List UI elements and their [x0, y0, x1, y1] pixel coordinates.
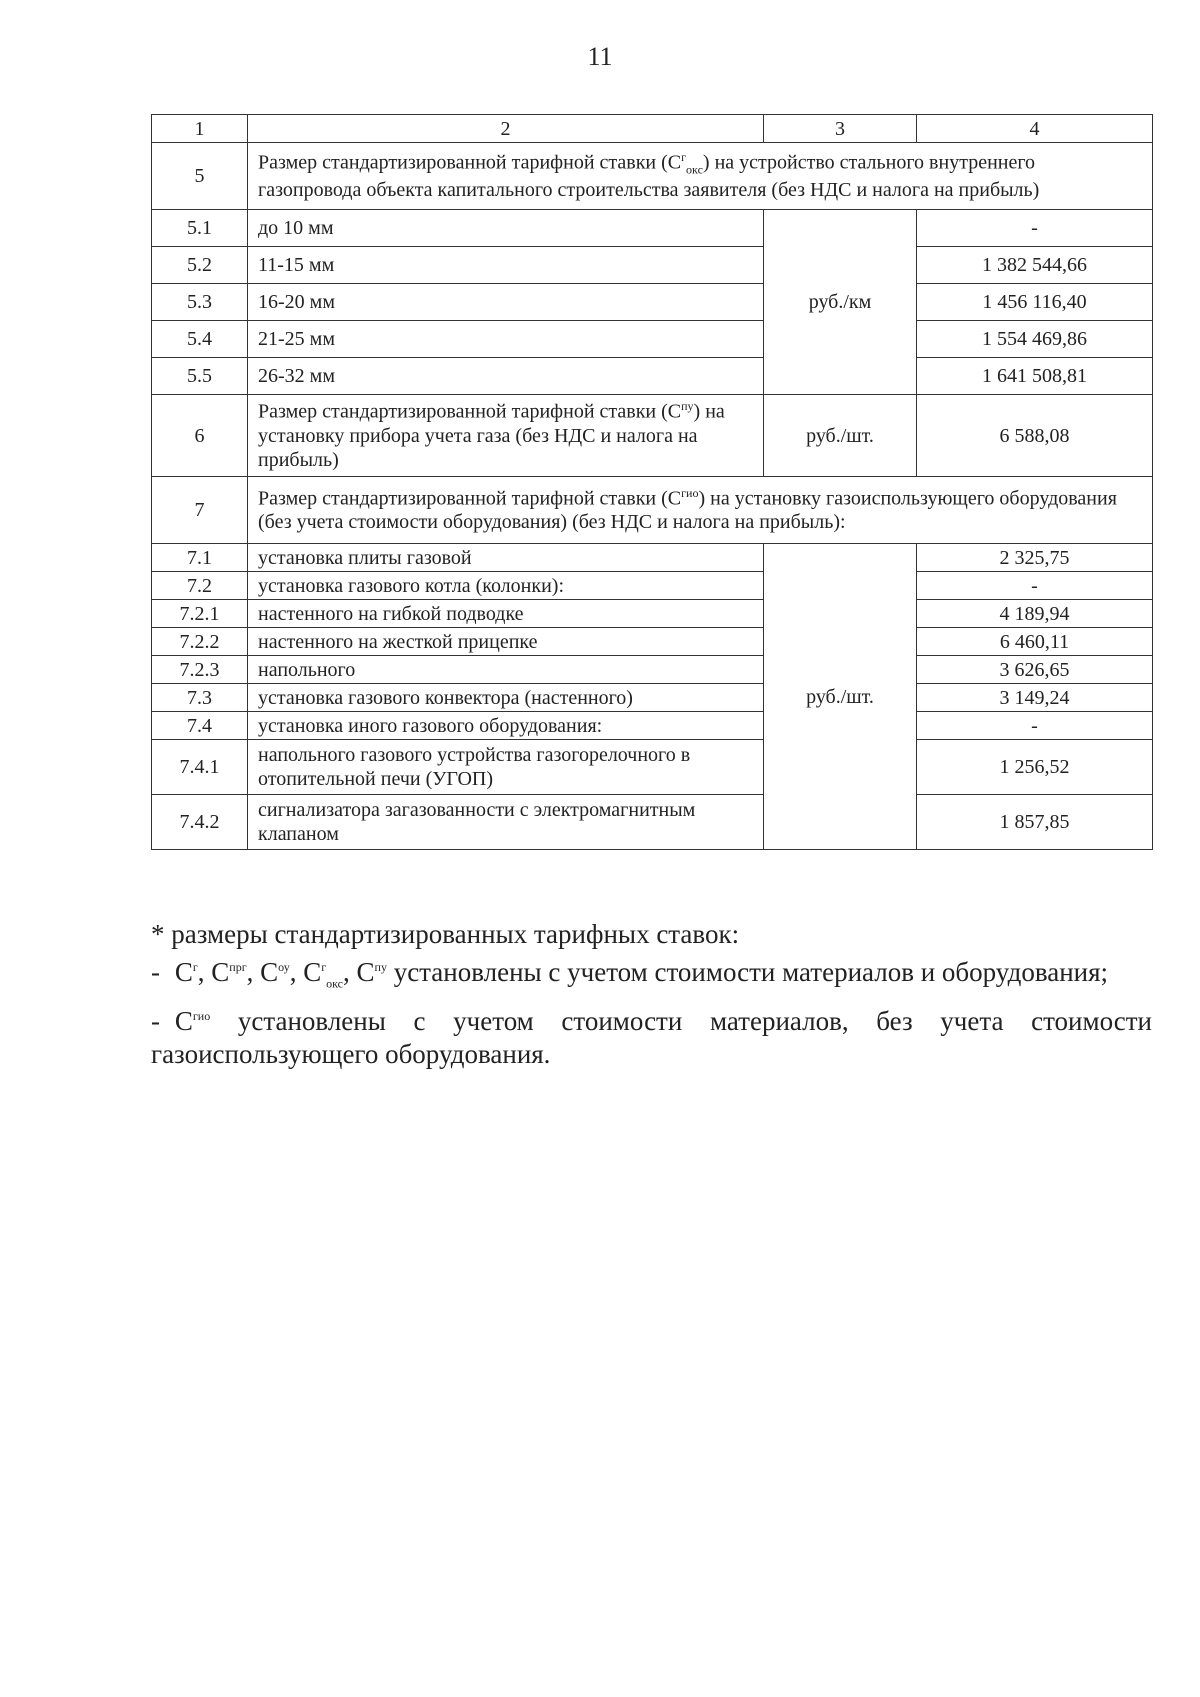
row-number: 5.2: [152, 247, 248, 284]
row-value: 3 149,24: [917, 684, 1153, 712]
row-value: 4 189,94: [917, 600, 1153, 628]
table-row: [152, 656, 1153, 684]
row-label: 21-25 мм: [248, 321, 764, 358]
row-value: 1 456 116,40: [917, 284, 1153, 321]
table-row: [152, 795, 1153, 850]
row-value: 1 382 544,66: [917, 247, 1153, 284]
row-value: 2 325,75: [917, 544, 1153, 572]
row-description: Размер стандартизированной тарифной ставки $(С^г_{окс})$ на устройство стального внутреннего газопровода объекта капитального строительства заявителя (без НДС и налога на прибыль): [248, 143, 1153, 210]
row-number: 7.1: [152, 544, 248, 572]
row-value: -: [917, 210, 1153, 247]
header-cell: 1: [152, 115, 248, 143]
row-description: Размер стандартизированной тарифной ставки $(С^{пу})$ на установку прибора учета газа (без НДС и налога на прибыль): [248, 395, 764, 477]
row-value: 1 256,52: [917, 740, 1153, 795]
row-label: установка газового котла (колонки):: [248, 572, 764, 600]
page-number: 11: [587, 42, 613, 71]
table-row: [152, 544, 1153, 572]
row-label: настенного на жесткой прицепке: [248, 628, 764, 656]
table-row: [152, 358, 1153, 395]
row-number: 7.4.2: [152, 795, 248, 850]
header-cell: 3: [764, 115, 917, 143]
table-row: [152, 600, 1153, 628]
header-cell: 4: [917, 115, 1153, 143]
row-number: 5: [152, 143, 248, 210]
table-row: [152, 247, 1153, 284]
table-row: [152, 572, 1153, 600]
row-number: 7.2.1: [152, 600, 248, 628]
row-value: -: [917, 712, 1153, 740]
row-value: 1 857,85: [917, 795, 1153, 850]
table-row: [152, 210, 1153, 247]
table-row: [152, 395, 1153, 477]
row-description: Размер стандартизированной тарифной ставки $(С^{гио})$ на установку газоиспользующего оборудования (без учета стоимости оборудования) (без НДС и налога на прибыль):: [248, 477, 1153, 544]
footnote-intro: * размеры стандартизированных тарифных ставок:: [151, 919, 740, 949]
row-label: напольного газового устройства газогорелочного в отопительной печи (УГОП): [248, 740, 764, 795]
row-number: 7.2: [152, 572, 248, 600]
row-number: 6: [152, 395, 248, 477]
row-label: до 10 мм: [248, 210, 764, 247]
row-label: 16-20 мм: [248, 284, 764, 321]
row-value: 3 626,65: [917, 656, 1153, 684]
row-number: 7.4: [152, 712, 248, 740]
row-label: 26-32 мм: [248, 358, 764, 395]
row-label: 11-15 мм: [248, 247, 764, 284]
header-cell: 2: [248, 115, 764, 143]
row-label: установка газового конвектора (настенного): [248, 684, 764, 712]
row-label: установка иного газового оборудования:: [248, 712, 764, 740]
table-row: [152, 477, 1153, 544]
table-row: [152, 684, 1153, 712]
row-value: 1 554 469,86: [917, 321, 1153, 358]
row-label: напольного: [248, 656, 764, 684]
tariff-table: [151, 114, 1153, 850]
table-row: [152, 284, 1153, 321]
row-value: -: [917, 572, 1153, 600]
footnotes: [151, 918, 1152, 1071]
row-number: 5.4: [152, 321, 248, 358]
row-value: 1 641 508,81: [917, 358, 1153, 395]
row-label: настенного на гибкой подводке: [248, 600, 764, 628]
row-number: 5.5: [152, 358, 248, 395]
table-row: [152, 740, 1153, 795]
footnote-line-2: - $С^{гио}$ установлены с учетом стоимости материалов, без учета стоимости газоиспользующего оборудования.: [151, 1006, 1152, 1070]
unit-cell: руб./км: [764, 210, 917, 395]
row-value: 6 588,08: [917, 395, 1153, 477]
table-row: [152, 628, 1153, 656]
row-label: сигнализатора загазованности с электромагнитным клапаном: [248, 795, 764, 850]
table-header-row: [152, 115, 1153, 143]
table-row: [152, 321, 1153, 358]
row-value: 6 460,11: [917, 628, 1153, 656]
row-number: 7.3: [152, 684, 248, 712]
row-number: 7: [152, 477, 248, 544]
row-number: 7.4.1: [152, 740, 248, 795]
row-number: 5.3: [152, 284, 248, 321]
row-number: 5.1: [152, 210, 248, 247]
unit-cell: руб./шт.: [764, 544, 917, 850]
footnote-line-1: - $С^г$, $С^{прг}$, $С^{оу}$, $С^г_{окс}$, $С^{пу}$ установлены с учетом стоимости материалов и оборудования;: [151, 957, 1109, 991]
table-row: [152, 143, 1153, 210]
unit-cell: руб./шт.: [764, 395, 917, 477]
row-label: установка плиты газовой: [248, 544, 764, 572]
row-number: 7.2.3: [152, 656, 248, 684]
table-row: [152, 712, 1153, 740]
row-number: 7.2.2: [152, 628, 248, 656]
